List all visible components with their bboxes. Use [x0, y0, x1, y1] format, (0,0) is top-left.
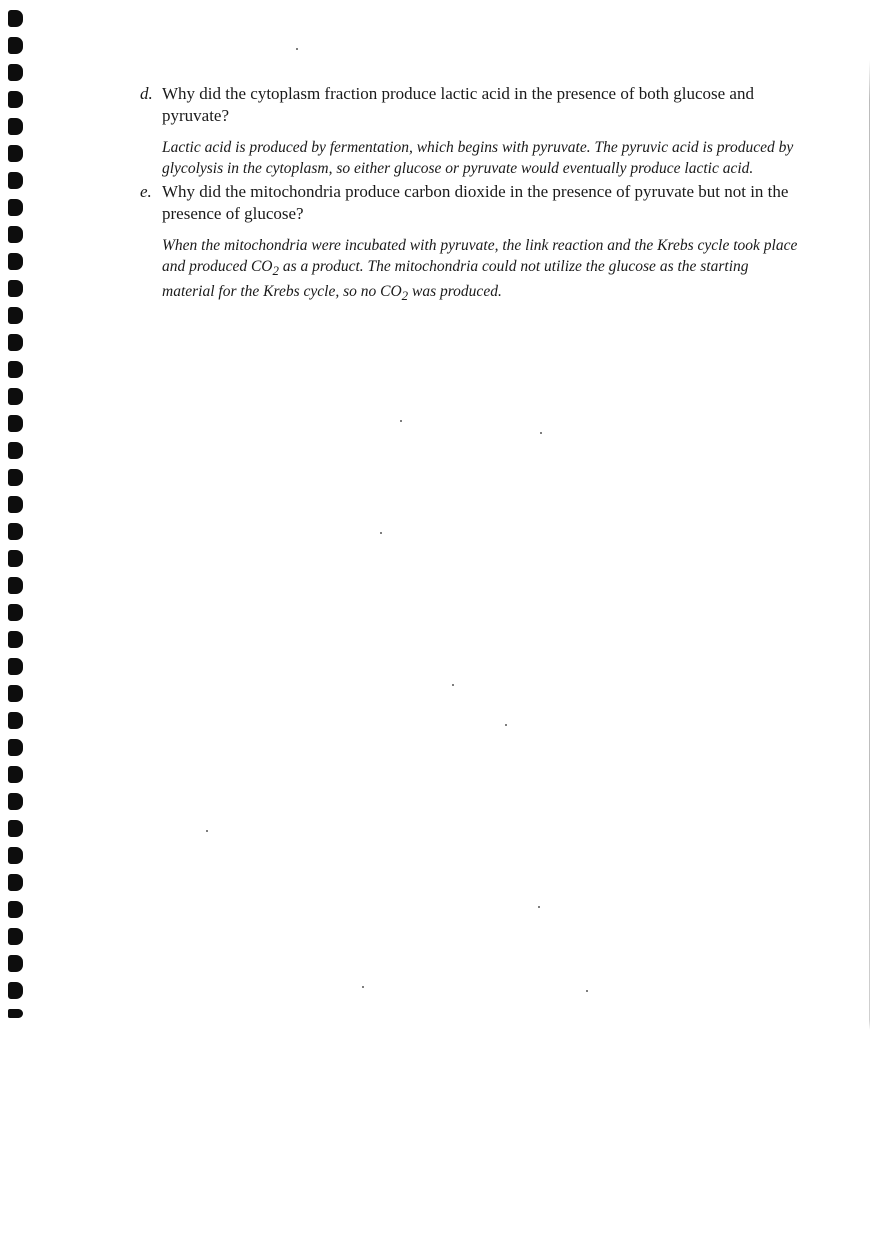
binding-hole — [8, 226, 23, 243]
binding-hole — [8, 523, 23, 540]
binding-hole — [8, 10, 23, 27]
binding-hole — [8, 91, 23, 108]
binding-hole — [8, 874, 23, 891]
scan-speck — [505, 724, 507, 726]
question-prompt: Why did the mitochondria produce carbon dioxide in the presence of pyruvate but not in the presence of glucose? — [162, 182, 789, 223]
binding-hole — [8, 145, 23, 162]
question-d — [140, 83, 800, 179]
question-d-text — [140, 83, 800, 127]
question-letter: e. — [140, 182, 152, 201]
scan-speck — [400, 420, 402, 422]
scan-speck — [586, 990, 588, 992]
question-e — [140, 181, 800, 306]
binding-hole — [8, 361, 23, 378]
question-letter: d. — [140, 84, 153, 103]
binding-hole — [8, 928, 23, 945]
binding-hole — [8, 820, 23, 837]
binding-hole — [8, 631, 23, 648]
scan-speck — [380, 532, 382, 534]
question-e-text — [140, 181, 800, 225]
binding-hole — [8, 793, 23, 810]
binding-hole — [8, 442, 23, 459]
binding-hole — [8, 280, 23, 297]
scan-speck — [538, 906, 540, 908]
co2-subscript: 2 — [272, 263, 279, 279]
page-edge-shadow — [869, 60, 870, 1030]
scan-speck — [296, 48, 298, 50]
binding-hole — [8, 685, 23, 702]
binding-hole — [8, 739, 23, 756]
answer-e — [162, 235, 800, 306]
binding-hole — [8, 388, 23, 405]
binding-hole — [8, 118, 23, 135]
binding-hole — [8, 847, 23, 864]
binding-hole — [8, 37, 23, 54]
binding-hole — [8, 334, 23, 351]
binding-hole — [8, 712, 23, 729]
co2-subscript: 2 — [401, 288, 409, 304]
binding-hole — [8, 658, 23, 675]
answer-e-part-3: was produced. — [408, 283, 502, 301]
binding-hole — [8, 64, 23, 81]
binding-holes — [8, 10, 26, 1030]
binding-hole — [8, 901, 23, 918]
binding-hole — [8, 199, 23, 216]
binding-hole — [8, 604, 23, 621]
binding-hole — [8, 982, 23, 999]
binding-hole — [8, 1009, 23, 1018]
scan-speck — [206, 830, 208, 832]
binding-hole — [8, 307, 23, 324]
binding-hole — [8, 415, 23, 432]
binding-hole — [8, 253, 23, 270]
question-prompt: Why did the cytoplasm fraction produce lactic acid in the presence of both glucose and pyruvate? — [162, 84, 754, 125]
binding-hole — [8, 469, 23, 486]
answer-e-part-2: as a product. The mitochondria could not utilize the glucose as the starting material for the Krebs cycle, so no CO — [162, 258, 749, 301]
binding-hole — [8, 766, 23, 783]
binding-hole — [8, 577, 23, 594]
answer-e-part-1: When the mitochondria were incubated with pyruvate, the link reaction and the Krebs cycle took place and produced CO — [162, 237, 798, 275]
scan-speck — [540, 432, 542, 434]
binding-hole — [8, 550, 23, 567]
scan-speck — [452, 684, 454, 686]
answer-d: Lactic acid is produced by fermentation, which begins with pyruvate. The pyruvic acid is produced by glycolysis in the cytoplasm, so either glucose or pyruvate would eventually produce lactic acid. — [162, 139, 794, 177]
binding-hole — [8, 496, 23, 513]
binding-hole — [8, 955, 23, 972]
binding-hole — [8, 172, 23, 189]
scan-speck — [362, 986, 364, 988]
